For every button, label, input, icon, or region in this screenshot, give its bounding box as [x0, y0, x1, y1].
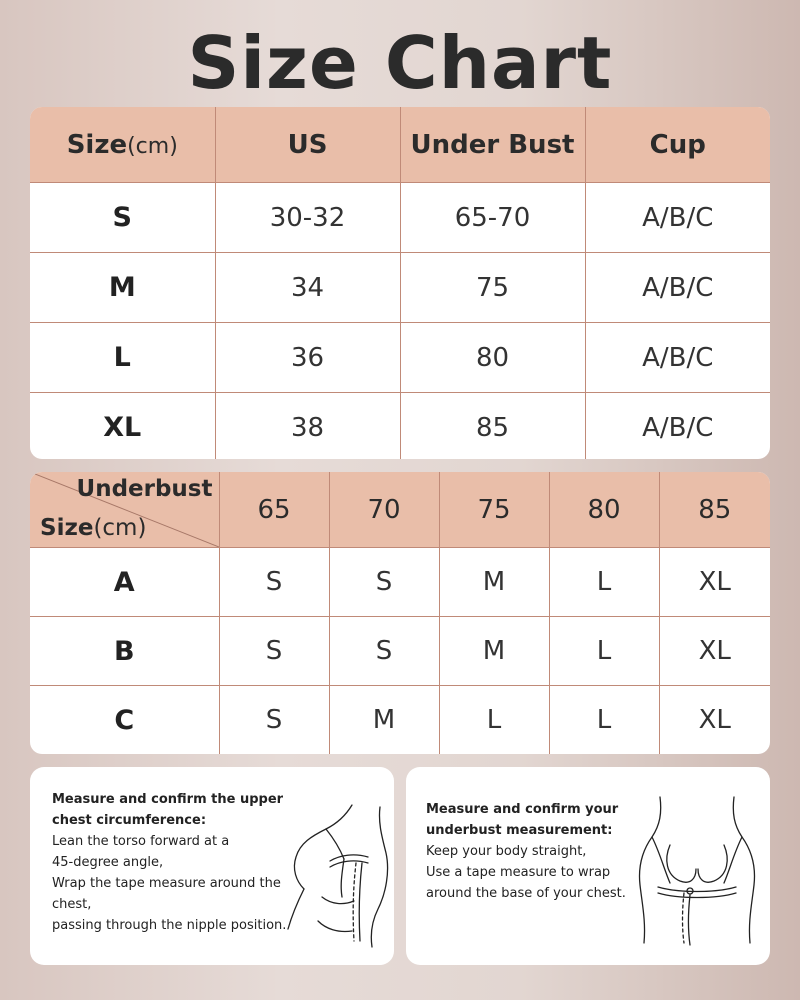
cup-size-table-header — [30, 472, 770, 548]
table-row — [30, 617, 770, 686]
cup-cell: A — [30, 548, 219, 617]
instruction-line: Keep your body straight, — [426, 844, 587, 859]
header-underbust-85: 85 — [659, 472, 770, 548]
table-row — [30, 183, 770, 253]
us-cell: 34 — [215, 253, 400, 323]
under-bust-cell: 80 — [400, 323, 585, 393]
size-cell: M — [30, 253, 215, 323]
size-cell: XL — [659, 548, 770, 617]
corner-header — [30, 472, 219, 548]
underbust-instruction-card — [406, 767, 770, 965]
cup-size-table-grid — [30, 472, 770, 754]
size-cell: L — [549, 548, 659, 617]
size-cell: M — [329, 686, 439, 755]
size-cell: S — [219, 686, 329, 755]
size-cell: S — [219, 617, 329, 686]
table-row — [30, 686, 770, 755]
header-underbust-65: 65 — [219, 472, 329, 548]
header-us: US — [215, 107, 400, 183]
cup-cell: B — [30, 617, 219, 686]
size-cell: XL — [659, 617, 770, 686]
upper-chest-heading: Measure and confirm the upper chest circumference: — [52, 792, 284, 828]
header-underbust-80: 80 — [549, 472, 659, 548]
size-cell: S — [329, 548, 439, 617]
instruction-line: Lean the torso forward at a — [52, 834, 230, 849]
size-cell: S — [30, 183, 215, 253]
size-table-grid — [30, 107, 770, 459]
size-table — [30, 107, 770, 459]
size-cell: L — [30, 323, 215, 393]
cup-cell: A/B/C — [585, 323, 770, 393]
us-cell: 36 — [215, 323, 400, 393]
cup-cell: A/B/C — [585, 183, 770, 253]
table-row — [30, 253, 770, 323]
underbust-illustration — [630, 793, 760, 951]
corner-size-label: Size(cm) — [40, 515, 147, 541]
size-cell: XL — [30, 393, 215, 460]
instruction-line: passing through the nipple position. — [52, 918, 287, 933]
header-cup: Cup — [585, 107, 770, 183]
us-cell: 38 — [215, 393, 400, 460]
header-underbust-75: 75 — [439, 472, 549, 548]
corner-underbust-label: Underbust — [76, 476, 213, 502]
under-bust-cell: 85 — [400, 393, 585, 460]
us-cell: 30-32 — [215, 183, 400, 253]
header-under-bust: Under Bust — [400, 107, 585, 183]
instruction-line: 45-degree angle, — [52, 855, 164, 870]
cup-cell: A/B/C — [585, 253, 770, 323]
upper-chest-instruction-card — [30, 767, 394, 965]
table-row — [30, 393, 770, 460]
table-row — [30, 323, 770, 393]
cup-size-table — [30, 472, 770, 754]
header-size: Size(cm) — [30, 107, 215, 183]
cup-cell: A/B/C — [585, 393, 770, 460]
page-title: Size Chart — [187, 21, 613, 105]
size-cell: L — [549, 686, 659, 755]
instruction-line: chest, — [52, 897, 92, 912]
instruction-line: Wrap the tape measure around the — [52, 876, 281, 891]
size-cell: L — [549, 617, 659, 686]
size-cell: M — [439, 617, 549, 686]
size-cell: L — [439, 686, 549, 755]
instruction-line: Use a tape measure to wrap — [426, 865, 611, 880]
size-cell: S — [329, 617, 439, 686]
under-bust-cell: 65-70 — [400, 183, 585, 253]
header-underbust-70: 70 — [329, 472, 439, 548]
size-cell: M — [439, 548, 549, 617]
size-cell: XL — [659, 686, 770, 755]
underbust-instructions — [426, 799, 636, 904]
upper-chest-illustration — [282, 801, 392, 951]
instruction-line: around the base of your chest. — [426, 886, 626, 901]
size-table-header — [30, 107, 770, 183]
upper-chest-instructions — [52, 789, 292, 936]
table-row — [30, 548, 770, 617]
cup-cell: C — [30, 686, 219, 755]
size-cell: S — [219, 548, 329, 617]
under-bust-cell: 75 — [400, 253, 585, 323]
underbust-heading: Measure and confirm your underbust measurement: — [426, 802, 619, 838]
